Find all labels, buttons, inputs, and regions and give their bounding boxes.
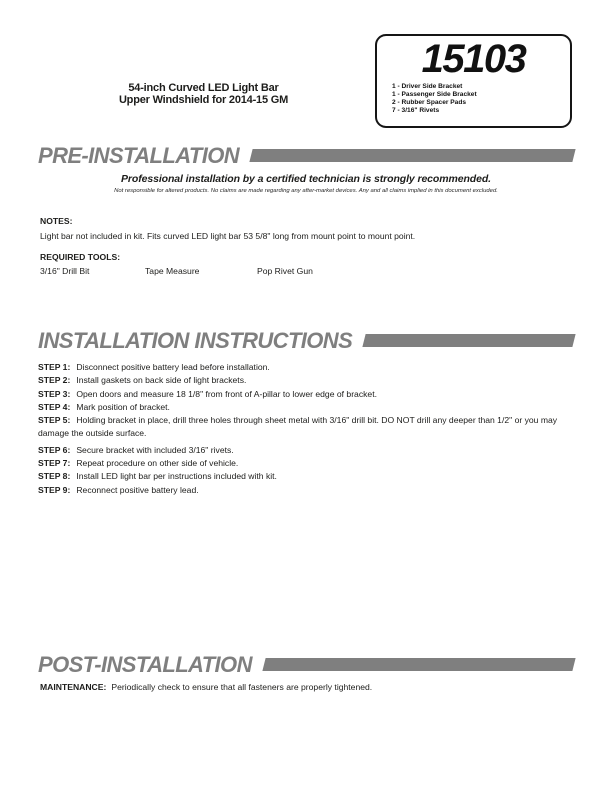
step-label: STEP 1:	[38, 362, 71, 372]
step-label: STEP 4:	[38, 401, 71, 412]
required-tools-label: REQUIRED TOOLS:	[40, 251, 121, 262]
maintenance-text: Periodically check to ensure that all fasteners are properly tightened.	[111, 682, 373, 692]
step-label: STEP 2:	[38, 375, 71, 386]
notes-text: Light bar not included in kit. Fits curved LED light bar 53 5/8" long from mount point to mount point.	[40, 230, 416, 241]
pre-installation-heading-row	[38, 145, 574, 167]
part-number: 15103	[421, 37, 526, 81]
kit-content-item: 7 - 3/16" Rivets	[392, 106, 440, 114]
step-text: Disconnect positive battery lead before installation.	[76, 362, 270, 372]
post-installation-section	[38, 654, 574, 692]
tool-item: Pop Rivet Gun	[257, 266, 313, 276]
step-item	[38, 401, 574, 414]
kit-contents-list	[392, 83, 570, 115]
step-text: Secure bracket with included 3/16" rivets.	[76, 444, 234, 455]
step-item	[38, 414, 574, 441]
installation-section	[38, 330, 574, 497]
tools-list	[40, 266, 574, 276]
tool-item: Tape Measure	[145, 266, 200, 276]
recommendation-text: Professional installation by a certified technician is strongly recommended.	[121, 173, 491, 185]
step-item	[38, 457, 574, 470]
step-item	[38, 361, 574, 374]
heading-bar	[249, 149, 575, 162]
installation-steps	[38, 361, 574, 497]
kit-content-item: 1 - Passenger Side Bracket	[392, 90, 477, 98]
kit-content-item: 2 - Rubber Spacer Pads	[392, 98, 467, 106]
product-title-line1: 54-inch Curved LED Light Bar	[128, 82, 279, 94]
part-number-box	[375, 34, 572, 128]
step-item	[38, 388, 574, 401]
step-item	[38, 444, 574, 457]
post-installation-heading-row	[38, 654, 574, 676]
notes-block	[40, 216, 574, 276]
disclaimer-text: Not responsible for altered products. No claims are made regarding any after-market devices. Any and all claims implied in this document excluded.	[114, 188, 498, 194]
step-text: Reconnect positive battery lead.	[76, 484, 199, 495]
notes-label: NOTES:	[40, 216, 73, 226]
step-label: STEP 3:	[38, 388, 71, 399]
step-label: STEP 5:	[38, 415, 71, 426]
product-title-line2: Upper Windshield for 2014-15 GM	[118, 93, 289, 106]
step-item	[38, 470, 574, 483]
step-text: Install gaskets on back side of light brackets.	[76, 375, 247, 386]
post-installation-heading: POST-INSTALLATION	[38, 652, 252, 677]
installation-heading-row	[38, 330, 574, 352]
step-label: STEP 8:	[38, 471, 71, 482]
step-text: Install LED light bar per instructions included with kit.	[76, 471, 277, 482]
step-item	[38, 484, 574, 497]
heading-bar	[363, 334, 576, 347]
step-text: Holding bracket in place, drill three holes through sheet metal with 3/16" drill bit. DO NOT drill any deeper than 1/2" or you may damage the outside surface.	[38, 415, 558, 439]
step-text: Mark position of bracket.	[76, 401, 170, 412]
installation-heading: INSTALLATION INSTRUCTIONS	[38, 328, 353, 353]
step-item	[38, 374, 574, 387]
heading-bar	[262, 658, 575, 671]
step-text: Repeat procedure on other side of vehicle.	[76, 458, 239, 469]
product-title	[96, 83, 311, 106]
step-label: STEP 7:	[38, 458, 71, 469]
pre-installation-heading: PRE-INSTALLATION	[38, 143, 240, 168]
step-label: STEP 9:	[38, 484, 71, 495]
tool-item: 3/16" Drill Bit	[40, 266, 90, 276]
maintenance-label: MAINTENANCE:	[40, 682, 107, 692]
pre-installation-section	[38, 145, 574, 194]
step-text: Open doors and measure 18 1/8" from front of A-pillar to lower edge of bracket.	[76, 388, 377, 399]
maintenance-line	[40, 682, 574, 692]
step-label: STEP 6:	[38, 444, 71, 455]
kit-content-item: 1 - Driver Side Bracket	[392, 83, 463, 90]
